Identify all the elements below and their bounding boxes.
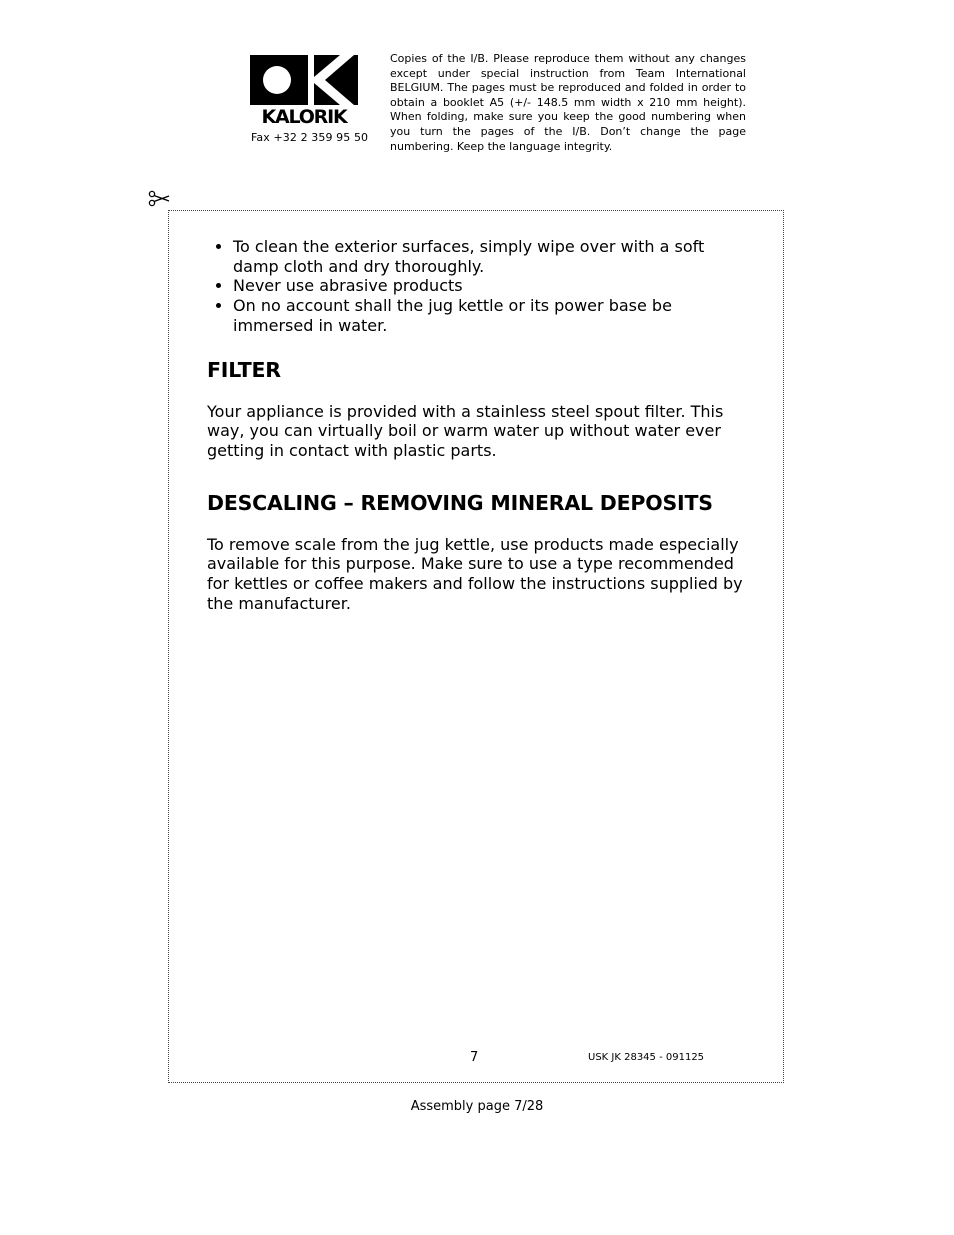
fax-number: Fax +32 2 359 95 50 — [251, 131, 369, 144]
list-item: • On no account shall the jug kettle or its power base be immersed in water. — [233, 296, 752, 335]
filter-paragraph: Your appliance is provided with a stainless steel spout filter. This way, you can virtually boil or warm water up without water ever getting in contact with plastic parts. — [207, 401, 724, 460]
assembly-page-label: Assembly page 7/28 — [410, 1099, 544, 1114]
page-number: 7 — [470, 1050, 479, 1065]
filter-heading: FILTER — [207, 357, 281, 382]
reproduction-notice: Copies of the I/B. Please reproduce them without any changes except under special instruction from Team International BELGIUM. The pages must be reproduced and folded in order to obtain a booklet A5 (+/- 148.5 mm width x 210 mm height). When folding, make sure you keep the good numbering when you turn the pages of the I/B. Don’t change the page numbering. Keep the language integrity. — [390, 52, 746, 153]
cleaning-bullet-list — [207, 237, 752, 336]
list-item: • To clean the exterior surfaces, simply wipe over with a soft damp cloth and dry thoroughly. — [233, 237, 752, 276]
kalorik-logo — [250, 55, 358, 127]
descaling-paragraph: To remove scale from the jug kettle, use products made especially available for this purpose. Make sure to use a type recommended for kettles or coffee makers and follow the instructions supplied by the manufacturer. — [207, 534, 743, 613]
list-item: • Never use abrasive products — [233, 276, 752, 296]
logo-wordmark: KALORIK — [261, 106, 347, 127]
scissors-icon — [148, 188, 170, 210]
document-code: USK JK 28345 - 091125 — [588, 1052, 705, 1063]
descaling-heading: DESCALING – REMOVING MINERAL DEPOSITS — [207, 490, 713, 515]
page-content — [207, 237, 752, 613]
